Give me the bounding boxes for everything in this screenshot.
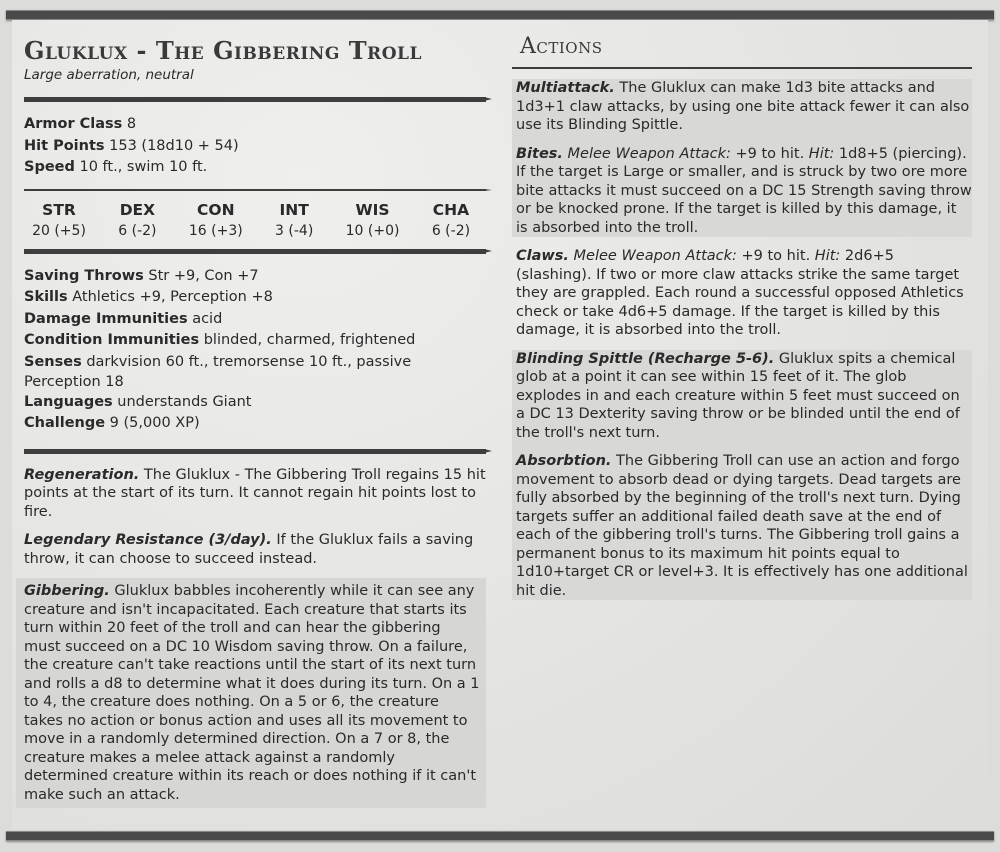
top-border-bar xyxy=(6,10,994,20)
left-column xyxy=(24,32,486,818)
hit-points: Hit Points 153 (18d10 + 54) xyxy=(24,137,239,154)
action-blinding-spittle: Blinding Spittle (Recharge 5-6). Gluklux spits a chemical glob at a point it can see within 15 feet of it. The glob explodes in and each creature within 5 feet must succeed on a DC 13 Dexterity saving throw or be blinded until the end of the troll's next turn. xyxy=(516,350,960,441)
trait-regeneration: Regeneration. The Gluklux - The Gibbering Troll regains 15 hit points at the start of its turn. It cannot regain hit points lost to fire. xyxy=(24,466,486,520)
bottom-border-bar xyxy=(6,831,994,841)
ability-scores xyxy=(24,201,486,239)
armor-class: Armor Class 8 xyxy=(24,116,137,132)
monster-type: Large aberration, neutral xyxy=(24,67,194,83)
action-multiattack: Multiattack. The Gluklux can make 1d3 bite attacks and 1d3+1 claw attacks, by using one bite attack fewer it can also use its Blinding Spittle. xyxy=(516,80,970,133)
stat-block xyxy=(12,20,988,830)
action-absorbtion: Absorbtion. The Gibbering Troll can use an action and forgo movement to absorb dead or dying targets. Dead targets are fully absorbed by the beginning of the troll's next turn. Dying targets suffer an additional failed death save at the end of each of the gibbering troll's turns. The Gibbering troll gains a permanent bonus to its maximum hit points equal to 1d10+target CR or level+3. It is effectively has one additional hit die. xyxy=(516,453,968,599)
condition-immunities: Condition Immunities blinded, charmed, frightened xyxy=(24,332,416,348)
ability-int: INT 3 (-4) xyxy=(275,200,314,239)
challenge: Challenge 9 (5,000 XP) xyxy=(24,415,200,431)
ability-wis: WIS 10 (+0) xyxy=(345,200,400,239)
ability-dex: DEX 6 (-2) xyxy=(118,200,157,239)
speed: Speed 10 ft., swim 10 ft. xyxy=(24,159,208,175)
divider xyxy=(24,97,486,102)
actions-heading: Actions xyxy=(520,34,603,59)
divider xyxy=(24,249,486,254)
trait-legendary-resistance: Legendary Resistance (3/day). If the Gluklux fails a saving throw, it can choose to succeed instead. xyxy=(24,532,474,567)
senses: Senses darkvision 60 ft., tremorsense 10 ft., passive Perception 18 xyxy=(24,353,412,390)
skills: Skills Athletics +9, Perception +8 xyxy=(24,289,273,305)
action-bites: Bites. Melee Weapon Attack: +9 to hit. Hit: 1d8+5 (piercing). If the target is Large or smaller, and is struck by two ore more bite attacks it must succeed on a DC 15 Strength saving throw or be knocked prone. If the target is killed by this damage, it is absorbed into the troll. xyxy=(516,145,972,236)
damage-immunities: Damage Immunities acid xyxy=(24,310,223,327)
ability-str: STR 20 (+5) xyxy=(32,200,86,239)
divider xyxy=(24,449,486,454)
divider xyxy=(512,67,972,69)
trait-gibbering: Gibbering. Gluklux babbles incoherently while it can see any creature and isn't incapacitated. Each creature that starts its turn within 20 feet of the troll and can hear the gibbering must succeed on a DC 10 Wisdom saving throw. On a failure, the creature can't take reactions until the start of its next turn and rolls a d8 to determine what it does during its turn. On a 1 to 4, the creature does nothing. On a 5 or 6, the creature takes no action or bonus action and uses all its movement to move in a randomly determined direction. On a 7 or 8, the creature makes a melee attack against a randomly determined creature within its reach or does nothing if it can't make such an attack. xyxy=(16,578,486,808)
ability-con: CON 16 (+3) xyxy=(188,200,243,239)
ability-cha: CHA 6 (-2) xyxy=(431,200,471,239)
languages: Languages understands Giant xyxy=(24,393,252,410)
action-claws: Claws. Melee Weapon Attack: +9 to hit. Hit: 2d6+5 (slashing). If two or more claw attacks strike the same target they are grappled. Each round a successful opposed Athletics check or take 4d6+5 damage. If the target is killed by this damage, it is absorbed into the troll. xyxy=(516,248,964,338)
divider xyxy=(24,189,486,191)
monster-name: Gluklux - The Gibbering Troll xyxy=(24,36,422,65)
saving-throws: Saving Throws Str +9, Con +7 xyxy=(24,267,259,284)
right-column xyxy=(512,32,972,610)
